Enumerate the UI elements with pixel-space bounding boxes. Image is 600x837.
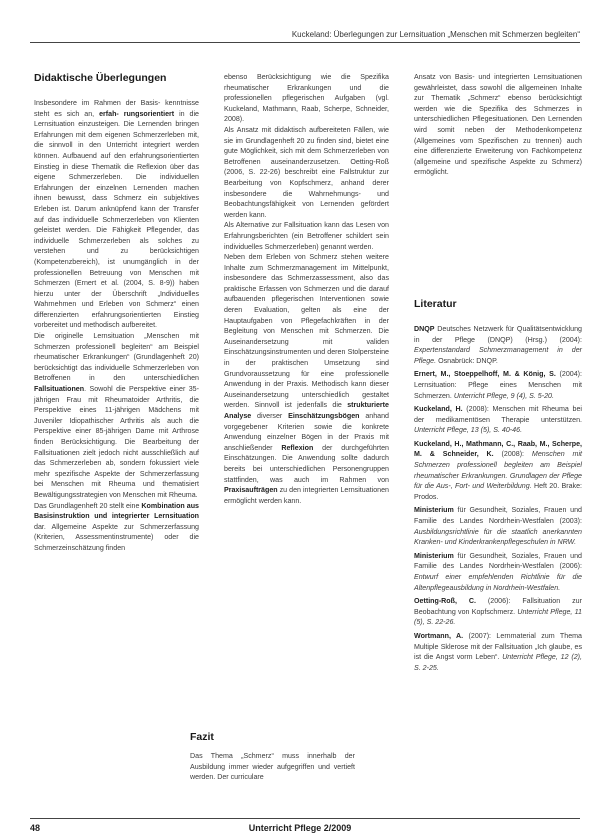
paragraph: Die originelle Lernsituation „Menschen mit Schmerzen professionell begleiten“ am Beispiel rheumatischer Erkrankungen“ (Grundlagenheft 20) berücksichtigt das individuelle Schmerzerleben von Betroffenen in den unterschiedlichen Fallsituationen. Sowohl die Perspektive einer 35-jährigen Frau mit Rheumatoider Arthritis, die Perspektive eines 11-jährigen Mädchens mit Juveniler Idiopathischer Arthritis als auch die Perspektive einer 85-jährigen Dame mit Arthrose finden Berücksichtigung. Die Bearbeitung der Fallsituationen zielt jedoch nicht ausschließlich auf das Schmerzerleben ab, sondern fokussiert viele mehr spezifische Aspekte der Schmerzerfassung bei Menschen mit Rheuma und thematisiert Bewältigungsstrategien von Menschen mit Rheuma. (34, 332, 199, 499)
paragraph: Als Alternative zur Fallsituation kann das Lesen von Erfahrungsberichten (ein Betroffener schildert sein individuelles Schmerzerleben) genannt werden. (224, 221, 389, 251)
reference-entry: Ernert, M., Stoeppelhoff, M. & König, S. (2004): Lernsituation: Pflege eines Menschen mit Schmerzen. Unterricht Pflege, 9 (4), S. 5-20. (414, 370, 582, 400)
footer-rule (30, 818, 580, 819)
reference-entry: Ministerium für Gesundheit, Soziales, Frauen und Familie des Landes Nordrhein-Westfalen (2003): Ausbildungsrichtlinie für die staatlich anerkannten Kranken- und Kinderkrankenpflegeschulen in NRW. (414, 506, 582, 547)
reference-entry: DNQP Deutsches Netzwerk für Qualitätsentwicklung in der Pflege (DNQP) (Hrsg.) (2004): Expertenstandard Schmerzmanagement in der Pflege. Osnabrück: DNQP. (414, 324, 582, 365)
section-heading-fazit: Fazit (190, 731, 214, 743)
journal-name: Unterricht Pflege 2/2009 (248, 823, 352, 833)
column-left (34, 72, 199, 554)
reference-list (414, 324, 582, 673)
column-middle (224, 72, 389, 506)
paragraph: Das Grundlagenheft 20 stellt eine Kombination aus Basisinstruktion und integrierter Lernsituation dar. Allgemeine Aspekte zur Schmerzerfassung (Kriterien, Assessmentinstrumente) oder die Schmerzeinschätzung finden (34, 501, 199, 552)
paragraph: Ansatz von Basis- und integrierten Lernsituationen gewährleistet, dass sowohl die allgemeinen Inhalte zur Thematik „Schmerz“ ebenso berücksichtigt werden wie die Spezifika des Schmerzes in unterschiedlichen Pflegesituationen. Den Lernenden wird somit neben der Methodenkompetenz (Allgemeines vom Spezifischen zu trennen) auch eine differenzierte Erweiterung von Fachkompetenz (allgemeine und spezifische Aspekte zu Schmerz) ermöglicht. (414, 73, 582, 177)
reference-entry: Oetting-Roß, C. (2006): Fallsituation zur Beobachtung von Kopfschmerz. Unterricht Pflege, 11 (5), S. 22-26. (414, 597, 582, 627)
paragraph: Insbesondere im Rahmen der Basis- kenntnisse steht es sich an, erfah- rungsorientiert in die Lernsituation einzusteigen. Die Lernenden bringen Erfahrungen mit dem eigenen Schmerzerleben mit, die sinnvoll in den Unterricht integriert werden können. Aufbauend auf den erfahrungsorientierten Einstieg in diese Thematik die Reflexion über das eigene Schmerzerleben. Die individuellen Erfahrungen der einzelnen Lernenden machen ihnen bewusst, dass Schmerz ein subjektives Erleben ist. Darum anknüpfend kann der Transfer auf das individuelle Schmerzerleben von Klienten geleistet werden. Die Fähigkeit Pflegender, das individuelle Schmerzerleben als solches zu verstehen und zu berücksichtigen (Kompetenzbereich), ist unumgänglich in der professionellen Betreuung von Menschen mit Schmerzen (Ernert et al. (2004, S. 8-9)) haben hierzu unter der Überschrift „Individuelles Wahrnehmen und Erleben von Schmerz“ einen differenzierten erfahrungsorientierten Einstieg vorbereitet und methodisch aufbereitet. (34, 99, 199, 330)
running-header: Kuckeland: Überlegungen zur Lernsituation „Menschen mit Schmerzen begleiten“ (291, 30, 580, 39)
header-rule (30, 42, 580, 43)
paragraph: Das Thema „Schmerz“ muss innerhalb der Ausbildung immer wieder aufgegriffen und vertieft werden. Der curriculare (190, 752, 355, 782)
paragraph: ebenso Berücksichtigung wie die Spezifika rheumatischer Erkrankungen und die professionellen pflegerischen Aufgaben (vgl. Kuckeland, Mathmann, Raab, Scherpe, Schneider, 2008). (224, 73, 389, 124)
reference-entry: Kuckeland, H. (2008): Menschen mit Rheuma bei der medikamentösen Therapie unterstützen. Unterricht Pflege, 13 (5), S. 40-46. (414, 405, 582, 435)
paragraph: Neben dem Erleben von Schmerz stehen weitere Inhalte zum Schmerzmanagement im Mittelpunkt, insbesondere das Schmerzassessment, also das praktische Erfassen von Schmerzen und die darauf aufbauenden pflegerischen Interventionen sowie deren Evaluation, gelten als eine der Hauptaufgaben von Pflegefachkräften in der Begleitung von Menschen mit Schmerzen. Die Auseinandersetzung mit validen Einschätzungsinstrumenten und deren Stolpersteine in der praktischen Umsetzung sind Grundvoraussetzung für eine professionelle Anwendung in der Praxis. Methodisch kann dieser Auseinandersetzung unterschiedlich gestaltet werden. Sinnvoll ist jedenfalls die strukturierte Analyse diverser Einschätzungsbögen anhand vorgegebener Kriterien sowie die konkrete Anwendung einzelner Bögen in der Praxis mit anschließender Reflexion der durchgeführten Einschätzungen. Die Anwendung sollte dadurch bereits bei unterschiedlichen Personengruppen stattfinden, was auch im Rahmen von Praxisaufträgen zu den integrierten Lernsituationen ermöglicht werden kann. (224, 253, 389, 505)
fazit-section (190, 731, 355, 783)
reference-entry: Wortmann, A. (2007): Lernmaterial zum Thema Multiple Sklerose mit der Fallsituation „Ich glaube, es ist die Angst vorm Leben“. Unterricht Pflege, 12 (2), S. 2-25. (414, 631, 583, 672)
reference-entry: Kuckeland, H., Mathmann, C., Raab, M., Scherpe, M. & Schneider, K. (2008): Menschen mit Schmerzen professionell begleiten am Beispiel rheumatischer Erkrankungen. Grundlagen der Pflege für die Aus-, Fort- und Weiterbildung. Heft 20. Brake: Prodos. (414, 439, 582, 501)
page-number: 48 (30, 823, 41, 833)
reference-entry: Ministerium für Gesundheit, Soziales, Frauen und Familie des Landes Nordrhein-Westfalen (2006): Entwurf einer empfehlenden Richtlinie für die Altenpflegeausbildung in Nordrhein-Westfalen. (414, 551, 582, 592)
section-heading-didaktik: Didaktische Überlegungen (34, 72, 167, 84)
paragraph: Als Ansatz mit didaktisch aufbereiteten Fällen, wie sie im Grundlagenheft 20 zu finden sind, bietet eine gute Möglichkeit, sich mit dem Schmerzerleben von Betroffenen auseinanderzusetzen. Oetting-Roß (2006, S. 22-26) beschreibt eine Fallstruktur zur Bearbeitung von Kopfschmerz, anhand derer insbesondere die Wahrnehmungs- und Beobachtungsfähigkeit von Lernenden gefördert werden kann. (224, 125, 389, 219)
column-right (414, 72, 582, 676)
article-body (34, 72, 584, 802)
section-heading-literatur: Literatur (414, 297, 457, 310)
